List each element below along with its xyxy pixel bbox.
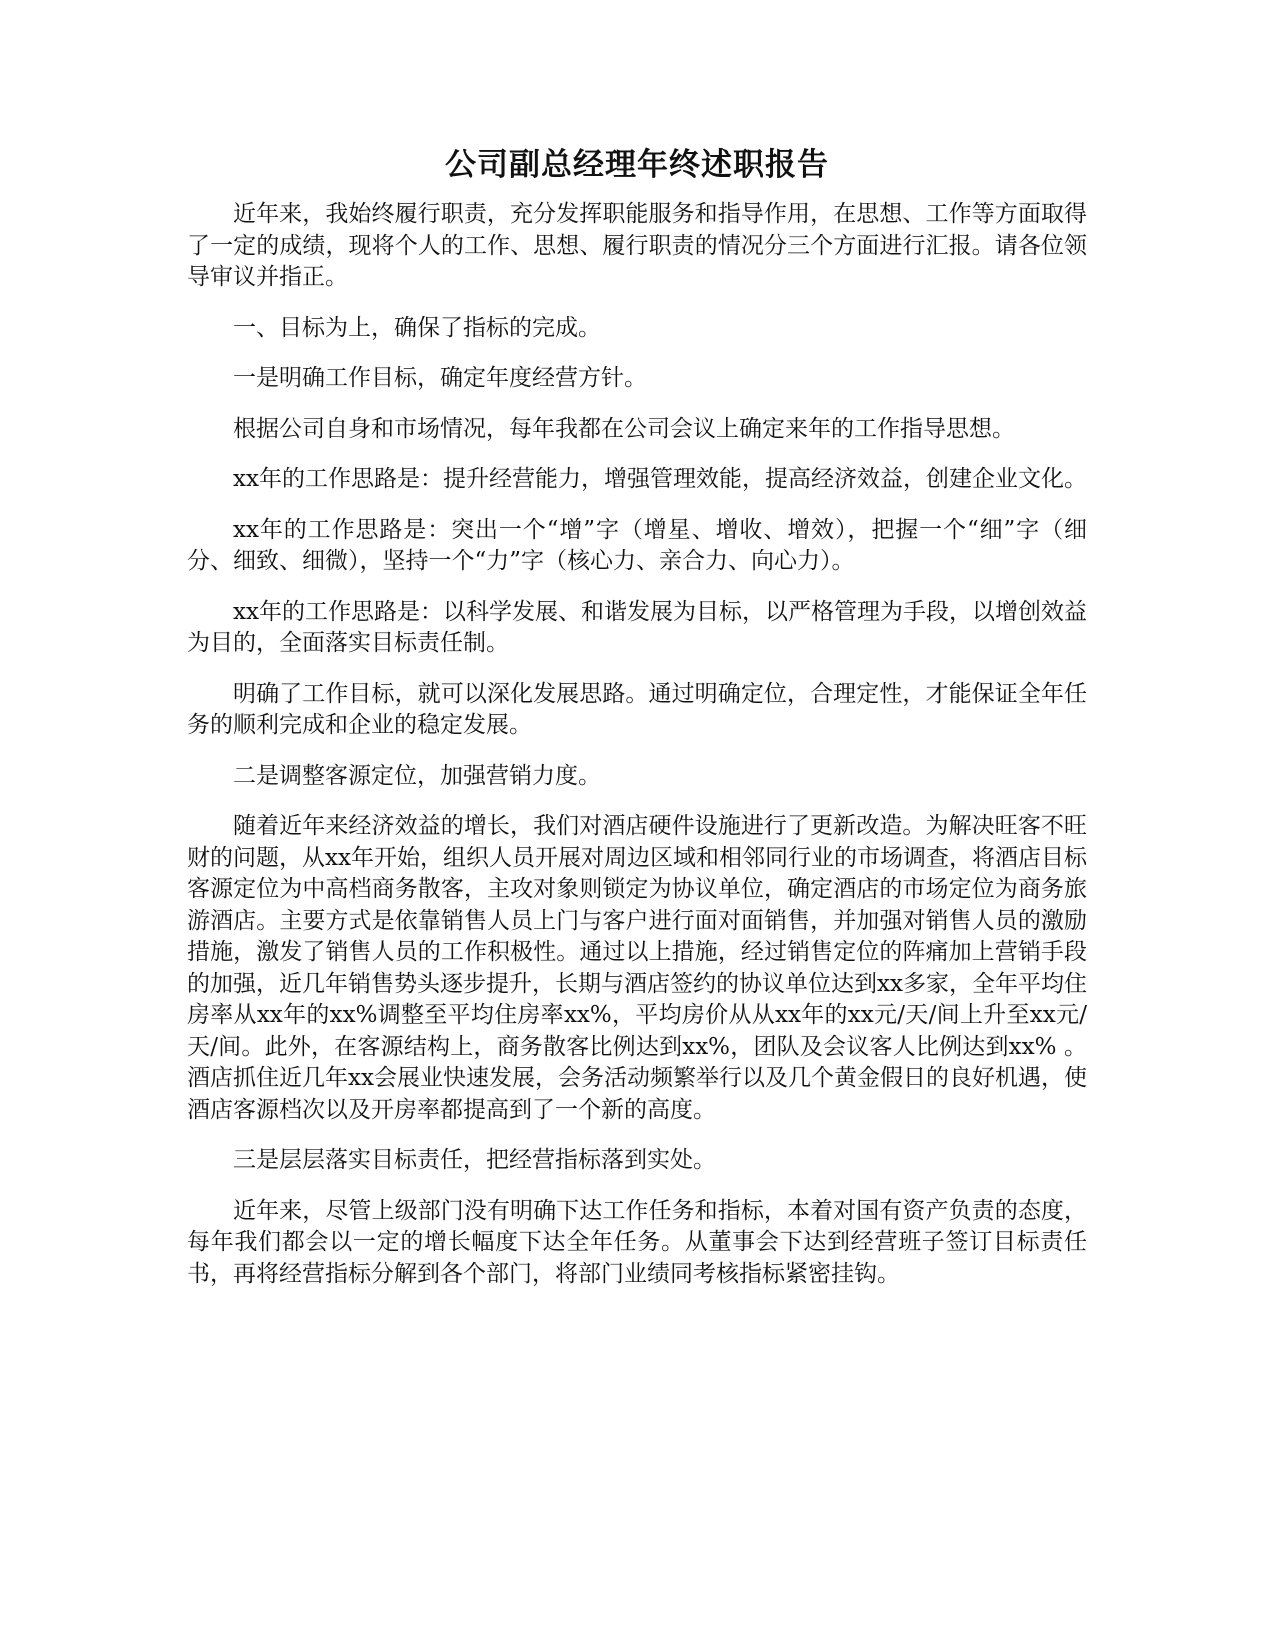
intro-paragraph: 近年来，我始终履行职责，充分发挥职能服务和指导作用，在思想、工作等方面取得了一定的成绩，现将个人的工作、思想、履行职责的情况分三个方面进行汇报。请各位领导审议并指正。 bbox=[187, 201, 1087, 290]
document-title: 公司副总经理年终述职报告 bbox=[445, 147, 829, 183]
body-paragraph: 明确了工作目标，就可以深化发展思路。通过明确定位，合理定性，才能保证全年任务的顺利完成和企业的稳定发展。 bbox=[187, 680, 1087, 738]
body-paragraph: 近年来，尽管上级部门没有明确下达工作任务和指标，本着对国有资产负责的态度，每年我们都会以一定的增长幅度下达全年任务。从董事会下达到经营班子签订目标责任书，再将经营指标分解到各个部门，将部门业绩同考核指标紧密挂钩。 bbox=[187, 1197, 1087, 1287]
subheading-2: 二是调整客源定位，加强营销力度。 bbox=[233, 762, 601, 789]
document-body bbox=[187, 145, 1087, 1309]
subheading-1: 一是明确工作目标，确定年度经营方针。 bbox=[233, 365, 647, 391]
body-paragraph: xx年的工作思路是：突出一个“增”字（增星、增收、增效），把握一个“细”字（细分、细致、细微），坚持一个“力”字（核心力、亲合力、向心力）。 bbox=[187, 516, 1087, 574]
body-paragraph: 根据公司自身和市场情况，每年我都在公司会议上确定来年的工作指导思想。 bbox=[233, 415, 1015, 442]
body-paragraph: 随着近年来经济效益的增长，我们对酒店硬件设施进行了更新改造。为解决旺客不旺财的问题，从xx年开始，组织人员开展对周边区域和相邻同行业的市场调查，将酒店目标客源定位为中高档商务散客，主攻对象则锁定为协议单位，确定酒店的市场定位为商务旅游酒店。主要方式是依靠销售人员上门与客户进行面对面销售，并加强对销售人员的激励措施，激发了销售人员的工作积极性。通过以上措施，经过销售定位的阵痛加上营销手段的加强，近几年销售势头逐步提升，长期与酒店签约的协议单位达到xx多家，全年平均住房率从xx年的xx%调整至平均住房率xx%，平均房价从从xx年的xx元/天/间上升至xx元/天/间。此外，在客源结构上，商务散客比例达到xx%，团队及会议客人比例达到xx% 。酒店抓住近几年xx会展业快速发展，会务活动频繁举行以及几个黄金假日的良好机遇，使酒店客源档次以及开房率都提高到了一个新的高度。 bbox=[187, 813, 1087, 1123]
body-paragraph: xx年的工作思路是：提升经营能力，增强管理效能，提高经济效益，创建企业文化。 bbox=[233, 466, 1087, 492]
subheading-3: 三是层层落实目标责任，把经营指标落到实处。 bbox=[233, 1147, 716, 1173]
section-heading-1: 一、目标为上，确保了指标的完成。 bbox=[233, 314, 601, 341]
body-paragraph: xx年的工作思路是：以科学发展、和谐发展为目标，以严格管理为手段，以增创效益为目的，全面落实目标责任制。 bbox=[187, 598, 1087, 656]
